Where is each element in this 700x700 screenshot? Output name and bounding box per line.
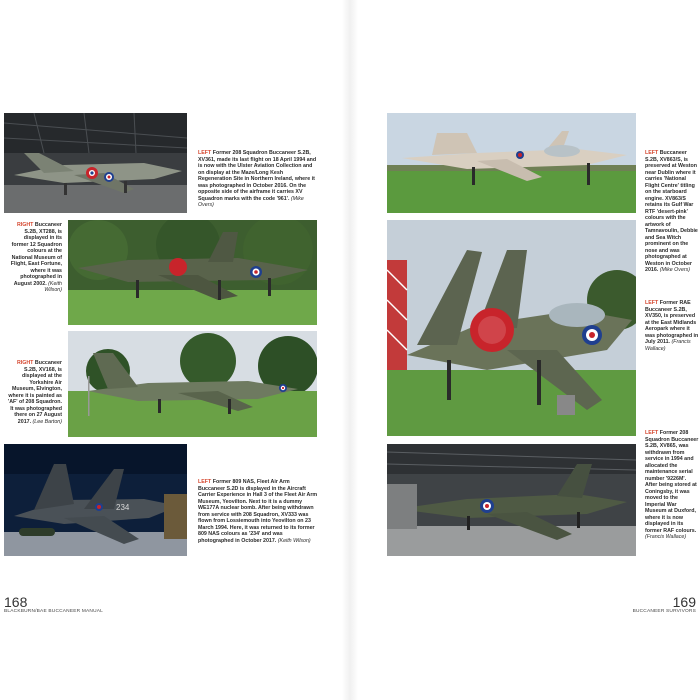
caption-text: Buccaneer S.2B, XT288, is displayed in its former 12 Squadron colours at the National Museum of Flight, East Fortune, where it was photographed in August 2002. (10, 222, 62, 287)
caption-text: Former 208 Squadron Buccaneer S.2B, XV361, made its last flight on 18 April 1994 and is now with the Ulster Aviation Collection and on display at the Maze/Long Kesh Regeneration Site in Northern Ireland, where it was photographed in October 2016. On the opposite side of the airframe it carries XV Squadron marks with the code '961'. (198, 150, 317, 202)
caption-xt288 (6, 222, 62, 294)
photo-credit: (Keith Wilson) (44, 280, 62, 293)
photo-credit: (Francis Wallace) (645, 534, 687, 540)
caption-xv361 (198, 150, 318, 209)
photo-credit: (Francis Wallace) (645, 339, 691, 352)
caption-text: Former 809 NAS, Fleet Air Arm Buccaneer S.2D is displayed in the Aircraft Carrier Experience in Hall 3 of the Fleet Air Arm Museum, Yeovilton. Next to it is a dummy WE177A nuclear bomb. After being withdrawn from service with 208 Squadron, XV333 was flown from Lossiemouth into Yeovilton on 23 March 1994. Here, it was returned to its former 809 NAS colours as '234' and was photographed in October 2017. (198, 479, 318, 544)
right-page (350, 0, 700, 700)
photo-credit: (Mike Overs) (659, 267, 691, 273)
page-number-left: 168 (4, 594, 28, 610)
photo-xv863-weston (387, 113, 636, 213)
caption-tag: LEFT (198, 150, 212, 156)
caption-tag: LEFT (645, 300, 659, 306)
photo-credit: (Keith Wilson) (277, 537, 311, 544)
caption-tag: RIGHT (16, 360, 34, 366)
running-header-right: BUCCANEER SURVIVORS (632, 609, 696, 614)
caption-xv350 (645, 300, 699, 352)
caption-tag: RIGHT (16, 222, 34, 228)
photo-credit: (Mike Overs) (198, 195, 304, 208)
caption-xv168 (6, 360, 62, 425)
caption-text: Former 208 Squadron Buccaneer S.2B, XV865, was withdrawn from service in 1994 and allocated the maintenance serial number '9226M'. After being stored at Coningsby, it was moved to the Imperial War Museum at Duxford, where it is now displayed in its former RAF colours. (645, 430, 699, 534)
svg-text:234: 234 (116, 503, 130, 512)
caption-text: Buccaneer S.2B, XV863/S, is preserved at Weston near Dublin where it carries 'National Flight Centre' titling on the starboard engine. XV863/S retains its Gulf War RTF 'desert-pink' colours with the artwork of Tamnavoulin, Debbie and Sea Witch prominent on the nose and was photographed at Weston in October 2016. (645, 150, 698, 273)
page-number-right: 169 (672, 594, 696, 610)
photo-xt288-east-fortune (68, 220, 317, 325)
caption-xv865 (645, 430, 699, 541)
photo-credit: (Lee Barton) (32, 418, 62, 425)
caption-xv333 (198, 479, 318, 544)
photo-xv361-hangar (4, 113, 187, 213)
caption-xv863 (645, 150, 699, 274)
running-header-left: BLACKBURN/BAE BUCCANEER MANUAL (4, 609, 104, 614)
photo-xv168-elvington (68, 331, 317, 437)
caption-text: Buccaneer S.2B, XV168, is displayed at the Yorkshire Air Museum, Elvington, where it is painted as 'AF' of 208 Squadron. It was photographed there on 27 August 2017. (7, 360, 62, 425)
caption-tag: LEFT (645, 150, 659, 156)
photo-xv333-yeovilton (4, 444, 187, 556)
caption-text: Former RAE Buccaneer S.2B, XV350, is preserved at the East Midlands Aeropark where it was photographed in July 2011. (645, 300, 699, 345)
caption-tag: LEFT (198, 479, 212, 485)
photo-xv350-east-midlands (387, 220, 636, 436)
caption-tag: LEFT (645, 430, 659, 436)
photo-xv865-duxford (387, 444, 636, 556)
